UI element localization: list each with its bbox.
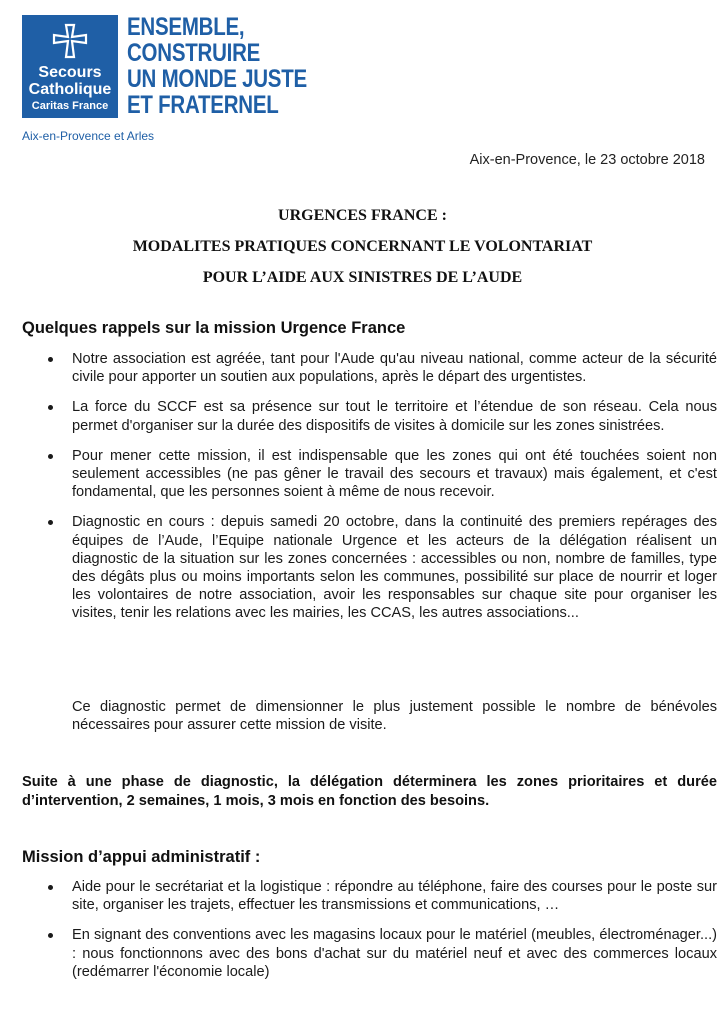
organization-logo — [22, 15, 118, 118]
rappels-list — [22, 350, 717, 635]
list-item: La force du SCCF est sa présence sur tout le territoire et l’étendue de son réseau. Cela nous permet d'organiser sur la durée des dispositifs de visites à domicile sur les zones sinistrées. — [22, 398, 717, 434]
document-title — [0, 200, 725, 293]
title-line: POUR L’AIDE AUX SINISTRES DE L’AUDE — [202, 269, 523, 286]
logo-text-caritas: Caritas France — [31, 100, 109, 112]
diagnostic-paragraph: Ce diagnostic permet de dimensionner le plus justement possible le nombre de bénévoles nécessaires pour assurer cette mission de visite. — [72, 699, 717, 734]
date-line: Aix-en-Provence, le 23 octobre 2018 — [469, 152, 705, 168]
slogan-line: UN MONDE JUSTE — [127, 65, 307, 93]
appui-list — [22, 878, 717, 993]
logo-text-catholique: Catholique — [28, 81, 112, 98]
delegation-name: Aix-en-Provence et Arles — [22, 129, 155, 143]
cross-icon — [52, 23, 88, 59]
title-line: MODALITES PRATIQUES CONCERNANT LE VOLONTARIAT — [132, 238, 593, 255]
list-item: Pour mener cette mission, il est indispensable que les zones qui ont été touchées soient non seulement accessibles (ne pas gêner le travail des secours et travaux) mais également, et c'est fondamental, que les personnes soient à même de nous recevoir. — [22, 447, 717, 502]
title-line: URGENCES FRANCE : — [278, 207, 447, 224]
logo-text-secours: Secours — [38, 64, 102, 81]
list-item: Notre association est agréée, tant pour l'Aude qu'au niveau national, comme acteur de la sécurité civile pour apporter un soutien aux populations, après le départ des urgentistes. — [22, 350, 717, 386]
slogan — [127, 14, 307, 118]
section-heading-appui: Mission d’appui administratif : — [22, 848, 261, 866]
priority-statement: Suite à une phase de diagnostic, la délégation déterminera les zones prioritaires et durée d’intervention, 2 semaines, 1 mois, 3 mois en fonction des besoins. — [22, 774, 717, 809]
list-item: Diagnostic en cours : depuis samedi 20 octobre, dans la continuité des premiers repérages des équipes de l’Aude, l’Equipe nationale Urgence et les acteurs de la délégation réalisent un diagnostic de la situation sur les zones concernées : accessibles ou non, nombre de familles, type des dégâts plus ou moins importants selon les communes, possibilité sur place de nourrir et loger les volontaires de notre association, avoir les responsables sur chaque site pour organiser les visites, tenir les relations avec les mairies, les CCAS, les autres associations... — [22, 513, 717, 622]
slogan-line: ET FRATERNEL — [127, 91, 279, 119]
section-heading-rappels: Quelques rappels sur la mission Urgence France — [22, 319, 406, 337]
slogan-line: ENSEMBLE, — [127, 13, 245, 41]
slogan-line: CONSTRUIRE — [127, 39, 261, 67]
list-item: Aide pour le secrétariat et la logistique : répondre au téléphone, faire des courses pour le poste sur site, organiser les trajets, effectuer les transmissions et communications, … — [22, 878, 717, 914]
list-item: En signant des conventions avec les magasins locaux pour le matériel (meubles, électroménager...) : nous fonctionnons avec des bons d'achat sur du matériel neuf et avec des commerces locaux (redémarrer l'économie locale) — [22, 926, 717, 981]
